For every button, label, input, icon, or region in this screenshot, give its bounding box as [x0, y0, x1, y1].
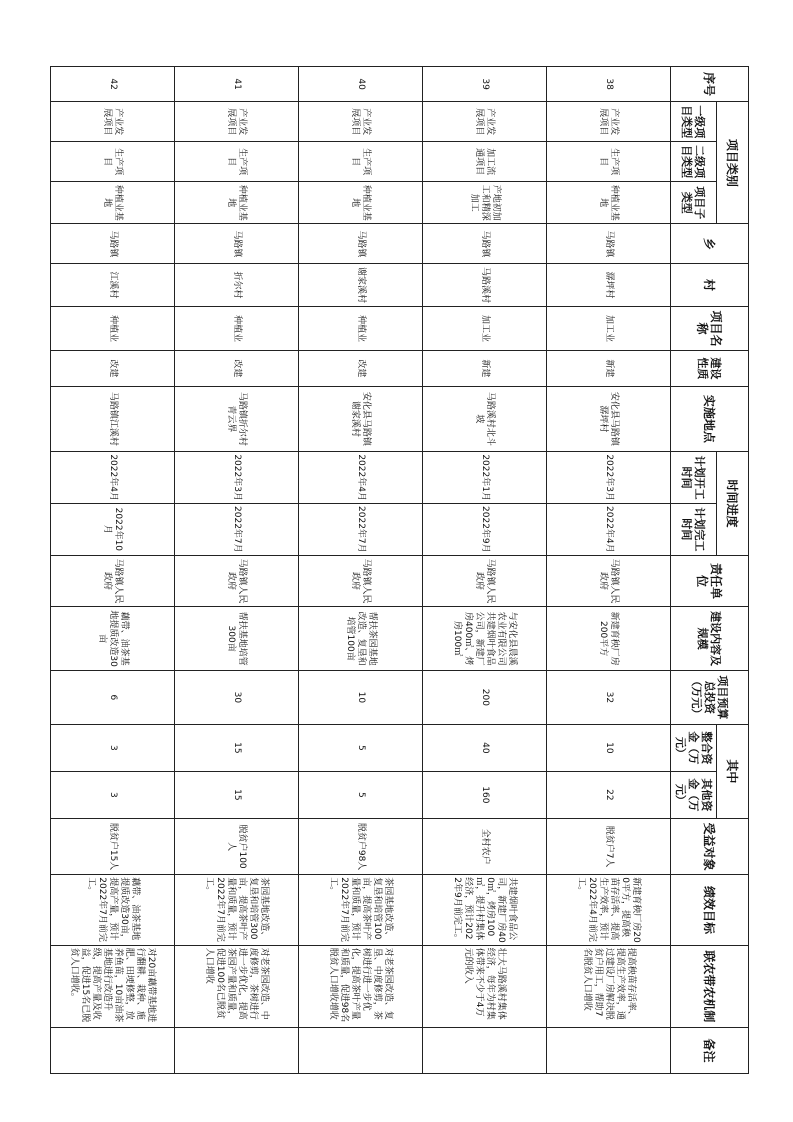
cell-level2: 生产项目 [547, 142, 671, 182]
header-nature: 建设性质 [671, 351, 749, 386]
cell-seq: 38 [547, 67, 671, 102]
header-content: 建设内容及规模 [671, 607, 749, 670]
header-beneficiary: 受益对象 [671, 818, 749, 874]
cell-location: 马路溪村北斗坡 [423, 386, 547, 452]
cell-name: 种植业 [175, 306, 299, 351]
header-of-which: 其中 [717, 724, 749, 818]
rotated-table-wrapper [51, 66, 749, 1074]
cell-integrated: 3 [51, 724, 175, 771]
cell-name: 加工业 [423, 306, 547, 351]
cell-content: 帮扶基地培管300亩 [175, 607, 299, 670]
cell-remark [299, 1027, 423, 1073]
cell-village: 折尔村 [175, 264, 299, 306]
cell-integrated: 40 [423, 724, 547, 771]
cell-township: 马路镇 [423, 224, 547, 264]
cell-nature: 改建 [175, 351, 299, 386]
header-integrated: 整合资金（万元） [671, 724, 717, 771]
cell-township: 马路镇 [299, 224, 423, 264]
cell-start: 2022年1月 [423, 452, 547, 504]
cell-nature: 新建 [547, 351, 671, 386]
cell-village: 潺坪村 [547, 264, 671, 306]
cell-unit: 马路镇人民政府 [51, 555, 175, 607]
cell-remark [423, 1027, 547, 1073]
cell-other: 160 [423, 771, 547, 818]
cell-start: 2022年3月 [547, 452, 671, 504]
cell-location: 马路镇江溪村 [51, 386, 175, 452]
cell-mechanism: 壮大马路溪村集体经济，每年为村集体带来不少于4万元的收入 [423, 945, 547, 1027]
header-row-1 [717, 67, 749, 1074]
header-remark: 备注 [671, 1027, 749, 1073]
cell-integrated: 5 [299, 724, 423, 771]
cell-beneficiary: 全村农户 [423, 818, 547, 874]
cell-finish: 2022年9月 [423, 504, 547, 556]
cell-level2: 生产项目 [51, 142, 175, 182]
cell-other: 22 [547, 771, 671, 818]
cell-goal: 新建育秧厂房200平方，提高秧苗存活率、提高生产效率，预计2022年4月前完工。 [547, 875, 671, 945]
cell-content: 新建育秧厂房200平方 [547, 607, 671, 670]
cell-beneficiary: 脱贫户15人 [51, 818, 175, 874]
header-seq: 序号 [671, 67, 749, 102]
cell-budget: 200 [423, 670, 547, 724]
header-category: 项目类别 [717, 102, 749, 224]
header-subtype: 项目子类型 [671, 182, 717, 224]
cell-budget: 32 [547, 670, 671, 724]
cell-location: 安化县马路镇潺坪村 [547, 386, 671, 452]
cell-level1: 产业发展项目 [299, 102, 423, 142]
cell-name: 种植业 [299, 306, 423, 351]
cell-budget: 10 [299, 670, 423, 724]
table-row [51, 67, 175, 1074]
cell-integrated: 15 [175, 724, 299, 771]
header-other: 其他资金（万元） [671, 771, 717, 818]
header-goal: 绩效目标 [671, 875, 749, 945]
table-row [175, 67, 299, 1074]
cell-finish: 2022年4月 [547, 504, 671, 556]
cell-goal: 茶园基地改造、复垦和培管100亩，提高茶叶产量和质量，预计2022年7月前完工。 [299, 875, 423, 945]
cell-subtype: 种植业基地 [175, 182, 299, 224]
cell-subtype: 种植业基地 [299, 182, 423, 224]
cell-unit: 马路镇人民政府 [175, 555, 299, 607]
cell-beneficiary: 脱贫户7人 [547, 818, 671, 874]
table-row [299, 67, 423, 1074]
header-name: 项目名称 [671, 306, 749, 351]
cell-mechanism: 对老茶园改造、中度修剪，茶树进行进一步优化，提高茶园产量和质量，促进100名已脱贫人口增收 [175, 945, 299, 1027]
cell-village: 江溪村 [51, 264, 175, 306]
cell-township: 马路镇 [547, 224, 671, 264]
cell-other: 5 [299, 771, 423, 818]
cell-budget: 6 [51, 670, 175, 724]
header-township: 乡 [671, 224, 749, 264]
cell-integrated: 10 [547, 724, 671, 771]
cell-other: 15 [175, 771, 299, 818]
cell-location: 马路镇折尔村青云界 [175, 386, 299, 452]
cell-start: 2022年4月 [299, 452, 423, 504]
cell-level2: 生产项目 [175, 142, 299, 182]
cell-township: 马路镇 [175, 224, 299, 264]
header-unit: 责任单位 [671, 555, 749, 607]
cell-unit: 马路镇人民政府 [547, 555, 671, 607]
header-schedule: 时间进度 [717, 452, 749, 555]
table-row [423, 67, 547, 1074]
cell-finish: 2022年7月 [299, 504, 423, 556]
header-finish: 计划完工时间 [671, 504, 717, 556]
cell-seq: 42 [51, 67, 175, 102]
cell-seq: 41 [175, 67, 299, 102]
header-start: 计划开工时间 [671, 452, 717, 504]
cell-seq: 40 [299, 67, 423, 102]
cell-name: 种植业 [51, 306, 175, 351]
header-location: 实施地点 [671, 386, 749, 452]
cell-content: 与安化县晨溪农业有限公司共建烟叶食品公司，新建厂房400㎡、烤房100㎡ [423, 607, 547, 670]
cell-subtype: 种植业基地 [547, 182, 671, 224]
cell-village: 马路溪村 [423, 264, 547, 306]
cell-level1: 产业发展项目 [547, 102, 671, 142]
table-row [547, 67, 671, 1074]
cell-village: 谢家溪村 [299, 264, 423, 306]
cell-content: 帮扶茶园基地改造、复垦和培管100亩 [299, 607, 423, 670]
header-level2: 二级项目类型 [671, 142, 717, 182]
cell-remark [175, 1027, 299, 1073]
cell-goal: 藕带、油茶基地提质改造30亩，提高产量，预计2022年7月前完工。 [51, 875, 175, 945]
cell-level1: 产业发展项目 [175, 102, 299, 142]
cell-mechanism: 对20亩藕带基地进行翻耕、栽种、施肥、田埂修整，放养鱼苗，10亩油茶基地进行改造升级，提高产量及收益，促进15名已脱贫人口增收。 [51, 945, 175, 1027]
cell-level1: 产业发展项目 [423, 102, 547, 142]
cell-finish: 2022年7月 [175, 504, 299, 556]
cell-remark [51, 1027, 175, 1073]
header-level1: 一级项目类型 [671, 102, 717, 142]
cell-level2: 生产项目 [299, 142, 423, 182]
cell-goal: 茶园基地改造、复垦和培管300亩，提高茶叶产量和质量，预计2022年7月前完工。 [175, 875, 299, 945]
cell-start: 2022年3月 [175, 452, 299, 504]
cell-beneficiary: 脱贫户100人 [175, 818, 299, 874]
cell-budget: 30 [175, 670, 299, 724]
cell-start: 2022年4月 [51, 452, 175, 504]
header-budget: 项目预算总投资（万元） [671, 670, 749, 724]
cell-goal: 共建烟叶食品公司，新建厂房400㎡，烤房100㎡，提升村集体经济，预计2022年9月前完工。 [423, 875, 547, 945]
cell-unit: 马路镇人民政府 [299, 555, 423, 607]
cell-subtype: 种植业基地 [51, 182, 175, 224]
cell-mechanism: 对老茶园改造、复垦、中度修剪，茶树进行进一步优化，提高茶叶产量和质量，促进98名脱贫人口增收增收 [299, 945, 423, 1027]
cell-content: 藕带、油茶基地提质改造30亩 [51, 607, 175, 670]
cell-location: 安化县马路镇谢家溪村 [299, 386, 423, 452]
project-table [50, 66, 749, 1074]
cell-unit: 马路镇人民政府 [423, 555, 547, 607]
cell-other: 3 [51, 771, 175, 818]
cell-subtype: 产地初加工和精深加工 [423, 182, 547, 224]
cell-nature: 改建 [51, 351, 175, 386]
cell-finish: 2022年10月 [51, 504, 175, 556]
cell-township: 马路镇 [51, 224, 175, 264]
cell-name: 加工业 [547, 306, 671, 351]
cell-mechanism: 提高秧苗存活率、提高生产效率，通过建设厂房解决脱贫户用工，帮助7名脱贫人口增收 [547, 945, 671, 1027]
cell-nature: 改建 [299, 351, 423, 386]
cell-level2: 加工流通项目 [423, 142, 547, 182]
cell-remark [547, 1027, 671, 1073]
header-mechanism: 联农带农机制 [671, 945, 749, 1027]
cell-nature: 新建 [423, 351, 547, 386]
cell-seq: 39 [423, 67, 547, 102]
header-village: 村 [671, 264, 749, 306]
cell-beneficiary: 脱贫户98人 [299, 818, 423, 874]
cell-level1: 产业发展项目 [51, 102, 175, 142]
